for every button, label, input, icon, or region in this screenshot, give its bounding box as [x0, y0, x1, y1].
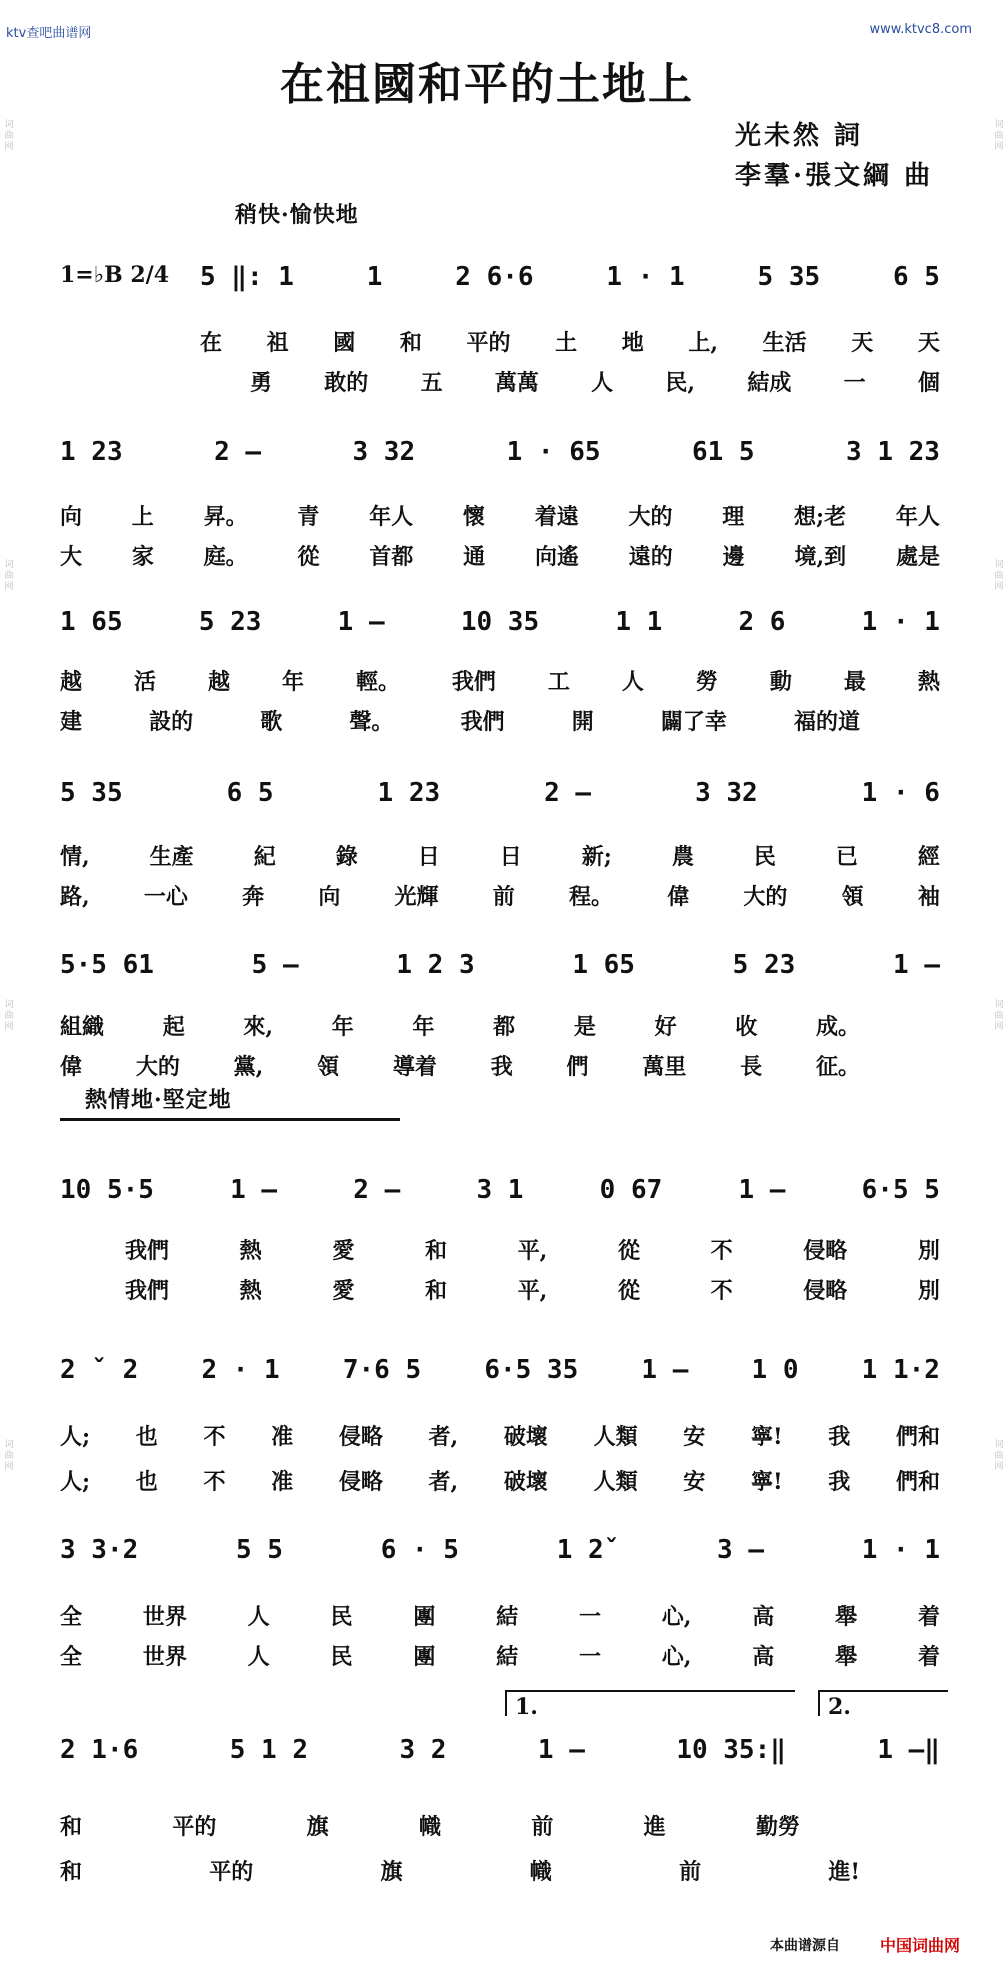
lyric-syllable: 年: [412, 1014, 435, 1040]
lyric-syllable: 不: [710, 1278, 733, 1304]
lyric-syllable: 人: [621, 669, 644, 695]
lyric-syllable: 組織: [60, 1014, 105, 1040]
lyric-syllable: 安: [683, 1469, 706, 1495]
notation-row-3: [60, 607, 940, 637]
measure: 1 65: [572, 950, 635, 980]
lyric-syllable: 團: [413, 1604, 436, 1630]
lyrics-row-9-verse-1: [60, 1810, 800, 1841]
lyric-syllable: 來,: [243, 1014, 274, 1040]
lyric-syllable: 寧!: [750, 1469, 783, 1495]
lyric-syllable: 我們: [125, 1278, 170, 1304]
lyric-syllable: 和: [424, 1238, 447, 1264]
lyric-syllable: 民: [753, 844, 776, 870]
lyric-syllable: 熱: [239, 1238, 262, 1264]
lyric-syllable: 錄: [335, 844, 358, 870]
lyric-syllable: 們: [566, 1054, 589, 1080]
measure: 1 1: [615, 607, 663, 637]
lyric-syllable: 程。: [568, 884, 613, 910]
tempo-marking: 熱情地·堅定地: [85, 1087, 232, 1113]
measure: 1 0: [751, 1355, 799, 1385]
key-signature: 1=♭B 2/4: [60, 262, 170, 288]
lyric-syllable: 者,: [428, 1469, 459, 1495]
lyric-syllable: 一: [578, 1604, 601, 1630]
lyrics-row-9-verse-2: [60, 1855, 860, 1886]
lyric-syllable: 天: [851, 330, 874, 356]
measure: 3 1: [476, 1175, 524, 1205]
lyric-syllable: 一: [843, 370, 866, 396]
lyric-syllable: 世界: [142, 1604, 187, 1630]
measure: 3 —: [717, 1535, 764, 1565]
lyric-syllable: 進!: [828, 1859, 860, 1885]
lyrics-row-1-verse-2: [250, 366, 940, 397]
notation-row-5: [60, 950, 940, 980]
side-watermark-left: 词曲网: [4, 1440, 14, 1472]
lyric-syllable: 我們: [125, 1238, 170, 1264]
lyric-syllable: 結成: [747, 370, 792, 396]
measure: 1 —: [641, 1355, 689, 1385]
lyric-syllable: 寧!: [750, 1424, 783, 1450]
measure: 2 6: [738, 607, 786, 637]
measure: 2 1·6: [60, 1735, 139, 1765]
lyric-syllable: 農: [671, 844, 694, 870]
lyric-syllable: 越: [60, 669, 83, 695]
lyric-syllable: 祖: [266, 330, 289, 356]
measure: 1 —: [337, 607, 385, 637]
lyric-syllable: 愛: [332, 1278, 355, 1304]
lyric-syllable: 萬里: [642, 1054, 687, 1080]
lyric-syllable: 年人: [895, 504, 940, 530]
source-site-link[interactable]: 中国词曲网: [880, 1936, 961, 1955]
lyric-syllable: 們和: [895, 1424, 940, 1450]
lyric-syllable: 進: [643, 1814, 666, 1840]
lyric-syllable: 生產: [149, 844, 194, 870]
lyric-syllable: 懷: [462, 504, 485, 530]
lyric-syllable: 前: [679, 1859, 702, 1885]
lyric-syllable: 開: [571, 709, 594, 735]
lyric-syllable: 福的道: [793, 709, 860, 735]
lyric-syllable: 團: [413, 1644, 436, 1670]
lyric-syllable: 想;老: [794, 504, 847, 530]
lyric-syllable: 向: [318, 884, 341, 910]
measure: 1 65: [60, 607, 123, 637]
lyric-syllable: 侵略: [803, 1238, 848, 1264]
volta-bracket-2-edge: [818, 1690, 820, 1716]
lyrics-row-5-verse-1: [60, 1010, 860, 1041]
measure: 3 1 23: [846, 437, 940, 467]
lyric-syllable: 和: [424, 1278, 447, 1304]
measure: 10 35: [460, 607, 540, 637]
lyric-syllable: 着遠: [534, 504, 579, 530]
volta-bracket-2: [818, 1690, 948, 1692]
lyric-syllable: 心,: [661, 1644, 692, 1670]
measure: 2 —: [544, 778, 592, 808]
lyrics-row-7-verse-1: [60, 1420, 940, 1451]
lyrics-row-3-verse-1: [60, 665, 940, 696]
lyric-syllable: 家: [131, 544, 154, 570]
lyric-syllable: 好: [654, 1014, 677, 1040]
lyric-syllable: 向: [60, 504, 83, 530]
measure: 2 —: [214, 437, 262, 467]
song-title: 在祖國和平的土地上: [280, 59, 694, 110]
lyric-syllable: 舉: [835, 1604, 858, 1630]
lyric-syllable: 平,: [517, 1238, 548, 1264]
lyric-syllable: 工: [547, 669, 570, 695]
measure: 0 67: [599, 1175, 663, 1205]
measure: 6·5 35: [484, 1355, 579, 1385]
lyric-syllable: 大的: [135, 1054, 180, 1080]
lyric-syllable: 人類: [593, 1469, 638, 1495]
notation-row-1: [200, 262, 940, 292]
lyric-syllable: 從: [617, 1238, 640, 1264]
measure: 1 2ˇ: [556, 1535, 620, 1565]
measure: 1 · 1: [861, 607, 940, 637]
lyric-syllable: 新;: [581, 844, 612, 870]
crescendo-line: [60, 1118, 400, 1121]
tempo-marking: 稍快·愉快地: [235, 202, 359, 228]
lyric-syllable: 平的: [466, 330, 511, 356]
side-watermark-left: 词曲网: [4, 560, 14, 592]
lyric-syllable: 人: [247, 1604, 270, 1630]
lyric-syllable: 青: [297, 504, 320, 530]
lyric-syllable: 地: [621, 330, 644, 356]
measure: 10 35:‖: [676, 1735, 786, 1765]
side-watermark-left: 词曲网: [4, 120, 14, 152]
measure: 5 35: [757, 262, 821, 292]
lyric-syllable: 最: [843, 669, 866, 695]
lyric-syllable: 光輝: [394, 884, 439, 910]
lyric-syllable: 情,: [60, 844, 90, 870]
lyrics-row-2-verse-2: [60, 540, 940, 571]
measure: 1 · 1: [606, 262, 685, 292]
measure: 1 —: [893, 950, 940, 980]
lyric-syllable: 大: [60, 544, 83, 570]
lyric-syllable: 經: [917, 844, 940, 870]
lyric-syllable: 領: [841, 884, 864, 910]
lyric-syllable: 高: [752, 1604, 775, 1630]
lyric-syllable: 民,: [665, 370, 696, 396]
lyric-syllable: 准: [271, 1469, 294, 1495]
site-watermark-left: ktv查吧曲谱网: [6, 26, 92, 41]
measure: 2 · 1: [201, 1355, 280, 1385]
lyric-syllable: 侵略: [338, 1424, 383, 1450]
lyric-syllable: 個: [917, 370, 940, 396]
lyric-syllable: 庭。: [203, 544, 248, 570]
lyric-syllable: 從: [617, 1278, 640, 1304]
measure: 5 23: [198, 607, 262, 637]
lyric-syllable: 日: [499, 844, 522, 870]
side-watermark-left: 词曲网: [4, 1000, 14, 1032]
lyric-syllable: 勤勞: [755, 1814, 800, 1840]
lyric-syllable: 征。: [815, 1054, 860, 1080]
lyric-syllable: 世界: [142, 1644, 187, 1670]
lyric-syllable: 奔: [242, 884, 265, 910]
lyric-syllable: 不: [203, 1469, 226, 1495]
lyric-syllable: 我們: [460, 709, 505, 735]
lyric-syllable: 越: [207, 669, 230, 695]
lyric-syllable: 收: [735, 1014, 758, 1040]
lyric-syllable: 年人: [369, 504, 414, 530]
side-watermark-right: 词曲网: [994, 120, 1004, 152]
measure: 1 · 1: [861, 1535, 940, 1565]
lyric-syllable: 高: [752, 1644, 775, 1670]
lyric-syllable: 平的: [172, 1814, 217, 1840]
lyric-syllable: 着: [917, 1604, 940, 1630]
measure: 5 23: [732, 950, 796, 980]
lyric-syllable: 准: [271, 1424, 294, 1450]
notation-row-8: [60, 1535, 940, 1565]
lyric-syllable: 聲。: [349, 709, 394, 735]
lyric-syllable: 從: [297, 544, 320, 570]
lyric-syllable: 上: [131, 504, 154, 530]
lyric-syllable: 歌: [260, 709, 283, 735]
lyric-syllable: 天: [917, 330, 940, 356]
side-watermark-right: 词曲网: [994, 560, 1004, 592]
lyric-syllable: 敢的: [324, 370, 369, 396]
lyric-syllable: 前: [531, 1814, 554, 1840]
lyric-syllable: 向遙: [534, 544, 579, 570]
lyrics-row-3-verse-2: [60, 705, 860, 736]
lyric-syllable: 國: [333, 330, 356, 356]
measure: 3 2: [399, 1735, 447, 1765]
lyric-syllable: 生活: [762, 330, 807, 356]
lyric-syllable: 侵略: [338, 1469, 383, 1495]
measure: 3 32: [352, 437, 416, 467]
lyric-syllable: 昇。: [203, 504, 248, 530]
lyric-syllable: 和: [399, 330, 422, 356]
lyric-syllable: 人: [591, 370, 614, 396]
lyric-syllable: 首都: [369, 544, 414, 570]
volta-1-label: 1.: [515, 1694, 538, 1720]
lyric-syllable: 理: [722, 504, 745, 530]
lyric-syllable: 一心: [143, 884, 188, 910]
lyric-syllable: 全: [60, 1644, 83, 1670]
lyric-syllable: 長: [740, 1054, 763, 1080]
lyric-syllable: 萬萬: [494, 370, 539, 396]
notation-row-4: [60, 778, 940, 808]
measure: 1 2 3: [396, 950, 475, 980]
measure: 6·5 5: [861, 1175, 940, 1205]
lyric-syllable: 旗: [380, 1859, 403, 1885]
lyric-syllable: 闢了幸: [660, 709, 727, 735]
lyric-syllable: 安: [683, 1424, 706, 1450]
lyrics-row-8-verse-1: [60, 1600, 940, 1631]
lyric-syllable: 破壞: [503, 1469, 548, 1495]
lyric-syllable: 我: [828, 1469, 851, 1495]
measure: 6 5: [892, 262, 940, 292]
lyric-syllable: 人類: [593, 1424, 638, 1450]
lyric-syllable: 別: [917, 1238, 940, 1264]
lyric-syllable: 舉: [835, 1644, 858, 1670]
side-watermark-right: 词曲网: [994, 1000, 1004, 1032]
lyric-syllable: 着: [917, 1644, 940, 1670]
lyric-syllable: 袖: [917, 884, 940, 910]
lyric-syllable: 和: [60, 1814, 83, 1840]
notation-row-7: [60, 1355, 940, 1385]
measure: 1 23: [377, 778, 441, 808]
measure: 5 5: [236, 1535, 283, 1565]
lyric-syllable: 不: [203, 1424, 226, 1450]
lyric-syllable: 民: [330, 1644, 353, 1670]
side-watermark-right: 词曲网: [994, 1440, 1004, 1472]
lyric-syllable: 邊: [722, 544, 745, 570]
measure: 6 · 5: [380, 1535, 459, 1565]
lyrics-row-2-verse-1: [60, 500, 940, 531]
lyrics-row-5-verse-2: [60, 1050, 860, 1081]
volta-bracket-1-edge: [505, 1690, 507, 1716]
source-label: 本曲谱源自: [770, 1938, 840, 1954]
lyric-syllable: 我: [490, 1054, 513, 1080]
lyric-syllable: 活: [133, 669, 156, 695]
volta-bracket-1: [505, 1690, 795, 1692]
lyric-syllable: 也: [135, 1424, 158, 1450]
lyric-syllable: 平的: [209, 1859, 254, 1885]
lyric-syllable: 熱: [239, 1278, 262, 1304]
lyric-syllable: 大的: [628, 504, 673, 530]
measure: 3 32: [695, 778, 758, 808]
lyric-syllable: 熱: [917, 669, 940, 695]
measure: 5 ‖: 1: [200, 262, 294, 292]
lyric-syllable: 動: [769, 669, 792, 695]
measure: 2 ˇ 2: [60, 1355, 139, 1385]
lyric-syllable: 結: [496, 1604, 519, 1630]
lyric-syllable: 也: [135, 1469, 158, 1495]
measure: 1 · 6: [861, 778, 940, 808]
lyric-syllable: 侵略: [803, 1278, 848, 1304]
measure: 1: [366, 262, 383, 292]
composer-credit: 李羣·張文綱 曲: [735, 161, 934, 191]
lyric-syllable: 日: [417, 844, 440, 870]
lyric-syllable: 一: [578, 1644, 601, 1670]
lyric-syllable: 我: [828, 1424, 851, 1450]
lyric-syllable: 設的: [149, 709, 194, 735]
lyric-syllable: 旗: [306, 1814, 329, 1840]
lyric-syllable: 是: [573, 1014, 596, 1040]
lyric-syllable: 領: [317, 1054, 340, 1080]
lyric-syllable: 不: [710, 1238, 733, 1264]
measure: 1 —: [230, 1175, 278, 1205]
measure: 6 5: [226, 778, 274, 808]
lyric-syllable: 遠的: [628, 544, 673, 570]
lyric-syllable: 別: [917, 1278, 940, 1304]
lyrics-row-8-verse-2: [60, 1640, 940, 1671]
lyric-syllable: 心,: [661, 1604, 692, 1630]
lyric-syllable: 結: [496, 1644, 519, 1670]
volta-2-label: 2.: [828, 1694, 851, 1720]
measure: 61 5: [691, 437, 755, 467]
lyrics-row-6-verse-2: [125, 1274, 940, 1305]
lyric-syllable: 導着: [392, 1054, 437, 1080]
lyric-syllable: 上,: [688, 330, 719, 356]
lyric-syllable: 大的: [743, 884, 788, 910]
measure: 1 —‖: [877, 1735, 940, 1765]
measure: 1 1·2: [861, 1355, 940, 1385]
lyric-syllable: 人: [247, 1644, 270, 1670]
site-watermark-right: www.ktvc8.com: [869, 22, 972, 37]
lyric-syllable: 我們: [451, 669, 496, 695]
measure: 5 1 2: [229, 1735, 309, 1765]
lyric-syllable: 和: [60, 1859, 83, 1885]
lyrics-row-4-verse-1: [60, 840, 940, 871]
lyrics-row-7-verse-2: [60, 1465, 940, 1496]
lyric-syllable: 前: [492, 884, 515, 910]
lyric-syllable: 勞: [695, 669, 718, 695]
lyric-syllable: 成。: [815, 1014, 860, 1040]
measure: 1 23: [60, 437, 123, 467]
measure: 2 6·6: [455, 262, 534, 292]
lyric-syllable: 黨,: [233, 1054, 264, 1080]
lyric-syllable: 破壞: [503, 1424, 548, 1450]
lyric-syllable: 平,: [517, 1278, 548, 1304]
lyrics-row-1-verse-1: [200, 326, 940, 357]
measure: 1 · 65: [506, 437, 601, 467]
measure: 5 35: [60, 778, 123, 808]
measure: 5·5 61: [60, 950, 154, 980]
lyric-syllable: 者,: [428, 1424, 459, 1450]
lyric-syllable: 勇: [250, 370, 273, 396]
lyric-syllable: 都: [493, 1014, 516, 1040]
notation-row-6: [60, 1175, 940, 1205]
lyric-syllable: 紀: [253, 844, 276, 870]
lyric-syllable: 幟: [418, 1814, 441, 1840]
lyric-syllable: 五: [420, 370, 443, 396]
measure: 10 5·5: [60, 1175, 154, 1205]
lyric-syllable: 土: [555, 330, 578, 356]
measure: 2 —: [353, 1175, 401, 1205]
lyric-syllable: 輕。: [355, 669, 400, 695]
lyric-syllable: 們和: [895, 1469, 940, 1495]
measure: 3 3·2: [60, 1535, 139, 1565]
lyric-syllable: 年: [331, 1014, 354, 1040]
lyric-syllable: 全: [60, 1604, 83, 1630]
measure: 1 —: [738, 1175, 786, 1205]
lyric-syllable: 人;: [60, 1424, 91, 1450]
notation-row-2: [60, 437, 940, 467]
lyric-syllable: 人;: [60, 1469, 91, 1495]
measure: 1 —: [537, 1735, 585, 1765]
measure: 7·6 5: [342, 1355, 422, 1385]
lyrics-row-4-verse-2: [60, 880, 940, 911]
lyric-syllable: 偉: [667, 884, 690, 910]
lyric-syllable: 起: [162, 1014, 185, 1040]
measure: 5 —: [251, 950, 299, 980]
lyric-syllable: 偉: [60, 1054, 83, 1080]
lyric-syllable: 民: [330, 1604, 353, 1630]
lyric-syllable: 境,到: [794, 544, 847, 570]
lyric-syllable: 已: [835, 844, 858, 870]
lyric-syllable: 幟: [529, 1859, 552, 1885]
lyric-syllable: 年: [281, 669, 304, 695]
lyrics-row-6-verse-1: [125, 1234, 940, 1265]
notation-row-9: [60, 1735, 940, 1765]
lyric-syllable: 建: [60, 709, 83, 735]
lyric-syllable: 路,: [60, 884, 90, 910]
lyric-syllable: 通: [463, 544, 486, 570]
lyric-syllable: 在: [200, 330, 223, 356]
lyricist-credit: 光未然 詞: [735, 121, 864, 151]
lyric-syllable: 愛: [332, 1238, 355, 1264]
lyric-syllable: 處是: [895, 544, 940, 570]
